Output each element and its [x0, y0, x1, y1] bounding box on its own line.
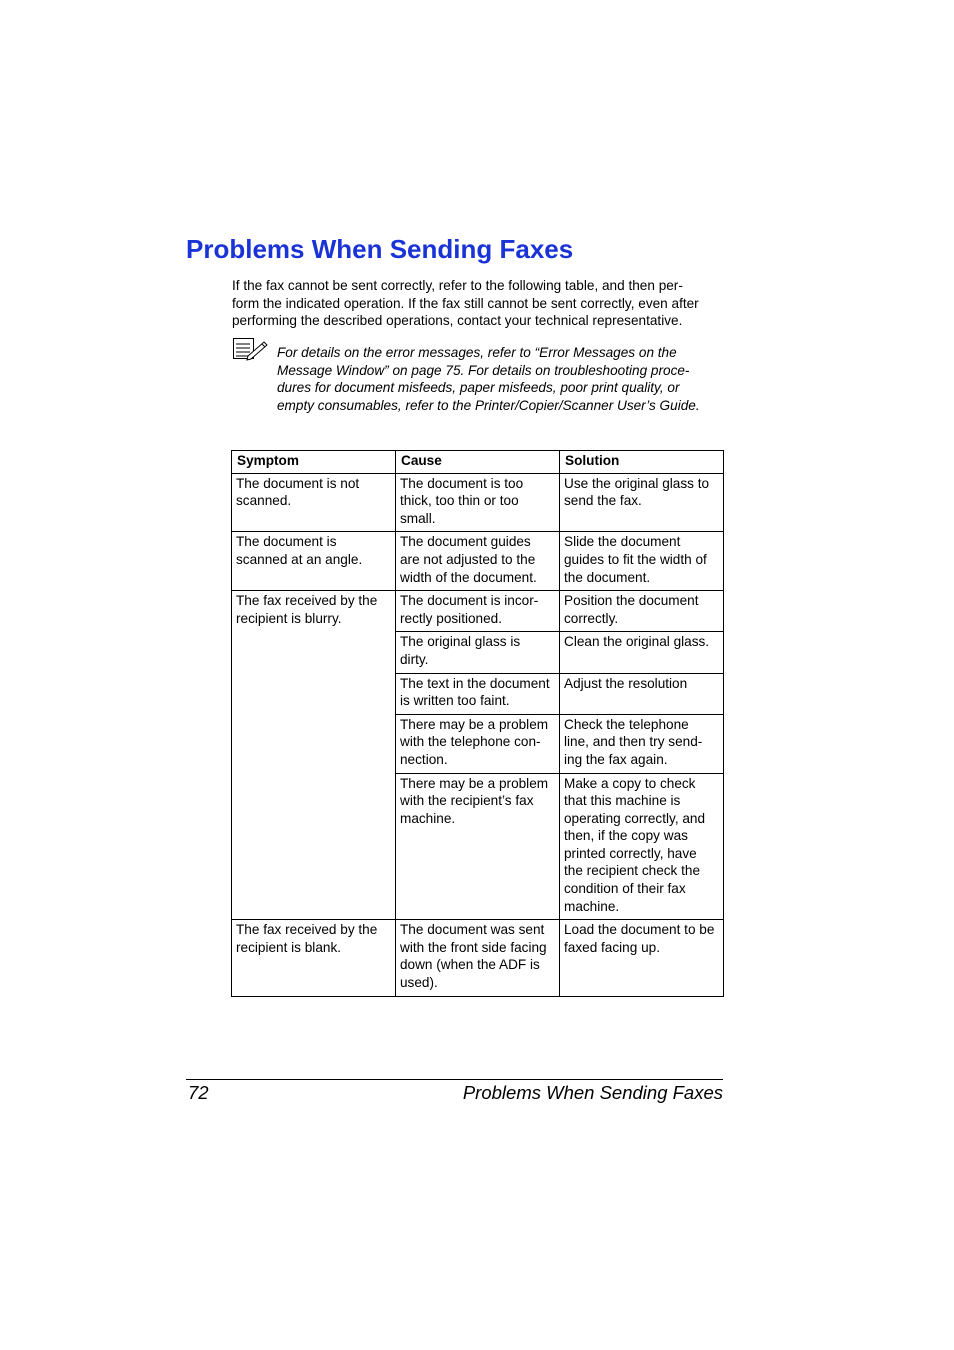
note-line: Message Window” on page 75. For details on troubleshooting proce-	[277, 362, 690, 378]
symptom-cell	[232, 920, 396, 996]
cause-cell-line: There may be a problem	[400, 716, 549, 732]
header-solution: Solution	[560, 451, 724, 474]
symptom-cell-line: scanned.	[236, 493, 292, 509]
solution-cell-line: Load the document to be	[564, 922, 715, 938]
table-row	[232, 473, 724, 532]
symptom-cell-line: The document is	[236, 534, 337, 550]
table-header-row	[232, 451, 724, 474]
note-line: empty consumables, refer to the Printer/Copier/Scanner User’s Guide.	[277, 397, 700, 413]
cause-cell-line: rectly positioned.	[400, 610, 503, 626]
solution-cell-line: Use the original glass to	[564, 475, 710, 491]
cause-cell-line: machine.	[400, 810, 456, 826]
solution-cell-line: Make a copy to check	[564, 775, 696, 791]
cause-cell-line: is written too faint.	[400, 693, 510, 709]
solution-cell-line: the recipient check the	[564, 863, 701, 879]
cause-cell-line: width of the document.	[400, 569, 537, 585]
solution-cell-line: correctly.	[564, 610, 619, 626]
solution-cell	[560, 920, 724, 996]
solution-cell-line: faxed facing up.	[564, 939, 660, 955]
table-row	[232, 920, 724, 996]
symptom-cell-line: scanned at an angle.	[236, 551, 363, 567]
symptom-cell	[232, 532, 396, 591]
cause-cell-line: There may be a problem	[400, 775, 549, 791]
cause-cell-line: with the telephone con-	[400, 734, 541, 750]
cause-cell-line: with the recipient’s fax	[400, 793, 534, 809]
cause-cell	[396, 673, 560, 714]
cause-cell	[396, 714, 560, 773]
solution-cell-line: Clean the original glass.	[564, 634, 710, 650]
footer-title: Problems When Sending Faxes	[462, 1082, 723, 1103]
cause-cell-line: are not adjusted to the	[400, 551, 536, 567]
cause-cell	[396, 532, 560, 591]
cause-cell-line: The document is too	[400, 475, 524, 491]
solution-cell	[560, 714, 724, 773]
cause-cell-line: The original glass is	[400, 634, 521, 650]
note-line: dures for document misfeeds, paper misfeeds, poor print quality, or	[277, 380, 680, 396]
solution-cell-line: line, and then try send-	[564, 734, 703, 750]
solution-cell-line: ing the fax again.	[564, 751, 668, 767]
solution-cell-line: machine.	[564, 898, 620, 914]
cause-cell-line: dirty.	[400, 651, 429, 667]
solution-cell-line: then, if the copy was	[564, 828, 688, 844]
intro-line: If the fax cannot be sent correctly, refer to the following table, and then per-	[232, 278, 683, 293]
solution-cell-line: Position the document	[564, 593, 699, 609]
solution-cell	[560, 532, 724, 591]
symptom-cell-line: The fax received by the	[236, 593, 378, 609]
cause-cell-line: with the front side facing	[400, 939, 547, 955]
cause-cell-line: The text in the document	[400, 675, 550, 691]
solution-cell-line: that this machine is	[564, 793, 681, 809]
cause-cell-line: thick, too thin or too	[400, 493, 519, 509]
solution-cell	[560, 773, 724, 920]
cause-cell	[396, 591, 560, 632]
note-line: For details on the error messages, refer to “Error Messages on the	[277, 345, 677, 360]
cause-cell-line: The document was sent	[400, 922, 545, 938]
solution-cell	[560, 473, 724, 532]
cause-cell-line: The document guides	[400, 534, 531, 550]
solution-cell-line: Slide the document	[564, 534, 681, 550]
header-symptom: Symptom	[232, 451, 396, 474]
footer-rule	[186, 1079, 723, 1080]
cause-cell	[396, 473, 560, 532]
table-row	[232, 591, 724, 632]
troubleshooting-table	[231, 450, 724, 997]
cause-cell-line: The document is incor-	[400, 593, 539, 609]
note-pencil-icon	[232, 336, 268, 362]
cause-cell-line: small.	[400, 510, 436, 526]
cause-cell-line: used).	[400, 975, 438, 991]
symptom-cell-line: The document is not	[236, 475, 360, 491]
solution-cell-line: Check the telephone	[564, 716, 689, 732]
intro-line: form the indicated operation. If the fax still cannot be sent correctly, even after	[232, 295, 699, 311]
header-cause: Cause	[396, 451, 560, 474]
cause-cell-line: nection.	[400, 751, 448, 767]
symptom-cell	[232, 473, 396, 532]
table-row	[232, 532, 724, 591]
symptom-cell-line: recipient is blank.	[236, 939, 342, 955]
page-number: 72	[188, 1082, 209, 1103]
solution-cell-line: Adjust the resolution	[564, 675, 688, 691]
note-text	[277, 344, 727, 414]
solution-cell-line: printed correctly, have	[564, 845, 697, 861]
solution-cell	[560, 632, 724, 673]
solution-cell-line: condition of their fax	[564, 881, 686, 897]
solution-cell	[560, 591, 724, 632]
solution-cell-line: guides to fit the width of	[564, 551, 707, 567]
cause-cell	[396, 920, 560, 996]
solution-cell-line: send the fax.	[564, 493, 642, 509]
symptom-cell	[232, 591, 396, 920]
symptom-cell-line: The fax received by the	[236, 922, 378, 938]
intro-paragraph	[232, 277, 724, 330]
cause-cell	[396, 632, 560, 673]
solution-cell-line: the document.	[564, 569, 651, 585]
symptom-cell-line: recipient is blurry.	[236, 610, 342, 626]
solution-cell	[560, 673, 724, 714]
cause-cell	[396, 773, 560, 920]
cause-cell-line: down (when the ADF is	[400, 957, 540, 973]
page-title: Problems When Sending Faxes	[186, 234, 574, 264]
solution-cell-line: operating correctly, and	[564, 810, 706, 826]
intro-line: performing the described operations, contact your technical representative.	[232, 313, 683, 329]
